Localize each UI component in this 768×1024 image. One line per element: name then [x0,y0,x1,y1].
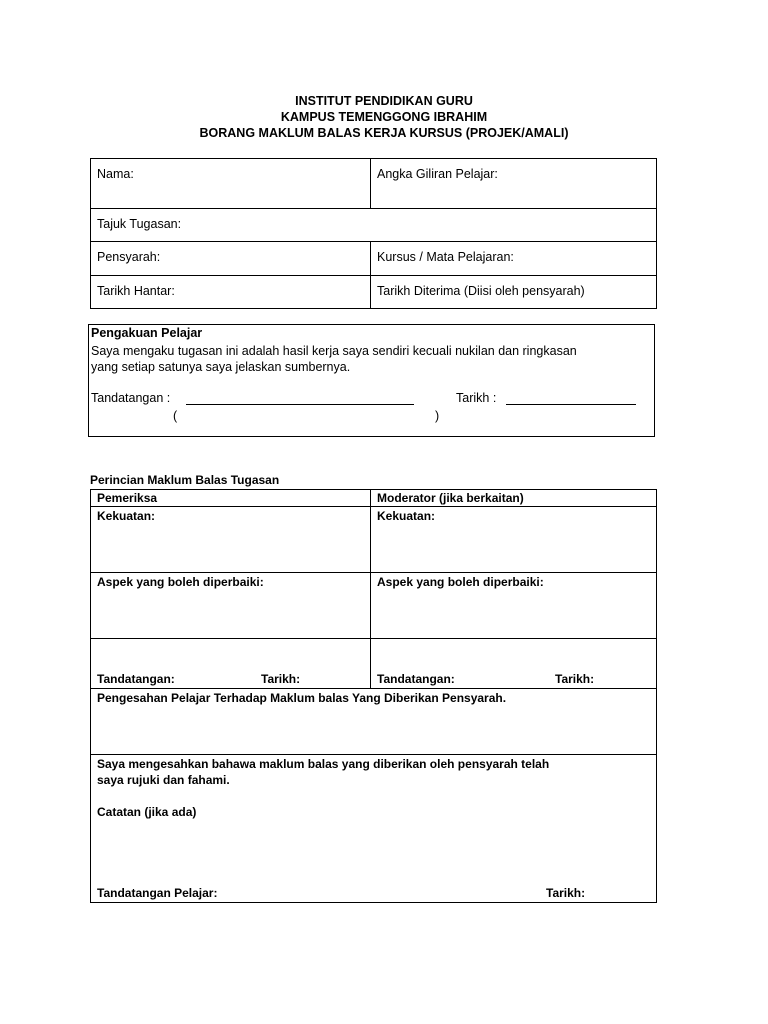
received-date-field[interactable] [371,276,657,309]
student-declaration-box [88,324,655,437]
examiner-header [91,490,371,507]
lecturer-label: Pensyarah: [97,250,161,264]
assignment-title-field[interactable] [91,209,657,242]
examiner-signature-field[interactable] [91,639,371,689]
examiner-strengths-field[interactable] [91,507,371,573]
received-date-label: Tarikh Diterima (Diisi oleh pensyarah) [377,284,585,298]
submission-date-field[interactable] [91,276,371,309]
examiner-improvement-field[interactable] [91,573,371,639]
moderator-signature-label: Tandatangan: [377,672,455,686]
assignment-title-label: Tajuk Tugasan: [97,217,182,231]
feedback-table [90,489,657,903]
name-field[interactable] [91,159,371,209]
confirmation-title: Pengesahan Pelajar Terhadap Maklum balas Yang Diberikan Pensyarah. [97,691,507,705]
moderator-strengths-field[interactable] [371,507,657,573]
examiner-improvement-label: Aspek yang boleh diperbaiki: [97,575,264,589]
moderator-strengths-label: Kekuatan: [377,509,436,523]
index-number-field[interactable] [371,159,657,209]
notes-label: Catatan (jika ada) [97,805,197,819]
form-title: BORANG MAKLUM BALAS KERJA KURSUS (PROJEK/AMALI) [199,126,569,140]
declaration-signature-line[interactable] [186,389,414,405]
submission-date-label: Tarikh Hantar: [97,284,175,298]
moderator-label: Moderator (jika berkaitan) [377,491,524,505]
index-number-label: Angka Giliran Pelajar: [377,167,498,181]
examiner-signature-label: Tandatangan: [97,672,175,686]
feedback-section-title: Perincian Maklum Balas Tugasan [90,473,280,487]
moderator-improvement-field[interactable] [371,573,657,639]
declaration-date-line[interactable] [506,389,636,405]
institute-title: INSTITUT PENDIDIKAN GURU [295,94,473,108]
declaration-signature-label: Tandatangan : [91,391,171,405]
student-signature-label: Tandatangan Pelajar: [97,886,218,900]
declaration-text-line1: Saya mengaku tugasan ini adalah hasil kerja saya sendiri kecuali nukilan dan ringkasan [91,344,577,358]
confirmation-text-line2: saya rujuki dan fahami. [97,773,230,787]
moderator-improvement-label: Aspek yang boleh diperbaiki: [377,575,544,589]
moderator-date-label: Tarikh: [555,672,595,686]
declaration-text-line2: yang setiap satunya saya jelaskan sumbernya. [91,360,351,374]
declaration-title: Pengakuan Pelajar [91,326,203,340]
confirmation-text-line1: Saya mengesahkan bahawa maklum balas yang diberikan oleh pensyarah telah [97,757,550,771]
moderator-header [371,490,657,507]
declaration-date-label: Tarikh : [456,391,497,405]
moderator-signature-field[interactable] [371,639,657,689]
lecturer-field[interactable] [91,242,371,276]
student-info-table [90,158,657,309]
name-label: Nama: [97,167,134,181]
confirmation-header-cell [91,689,657,755]
course-field[interactable] [371,242,657,276]
campus-title: KAMPUS TEMENGGONG IBRAHIM [280,110,488,124]
examiner-strengths-label: Kekuatan: [97,509,156,523]
course-label: Kursus / Mata Pelajaran: [377,250,514,264]
name-open-paren: ( [173,409,178,423]
name-close-paren: ) [435,409,440,423]
examiner-date-label: Tarikh: [261,672,301,686]
student-date-label: Tarikh: [546,886,586,900]
confirmation-body-cell[interactable] [91,755,657,903]
examiner-label: Pemeriksa [97,491,158,505]
